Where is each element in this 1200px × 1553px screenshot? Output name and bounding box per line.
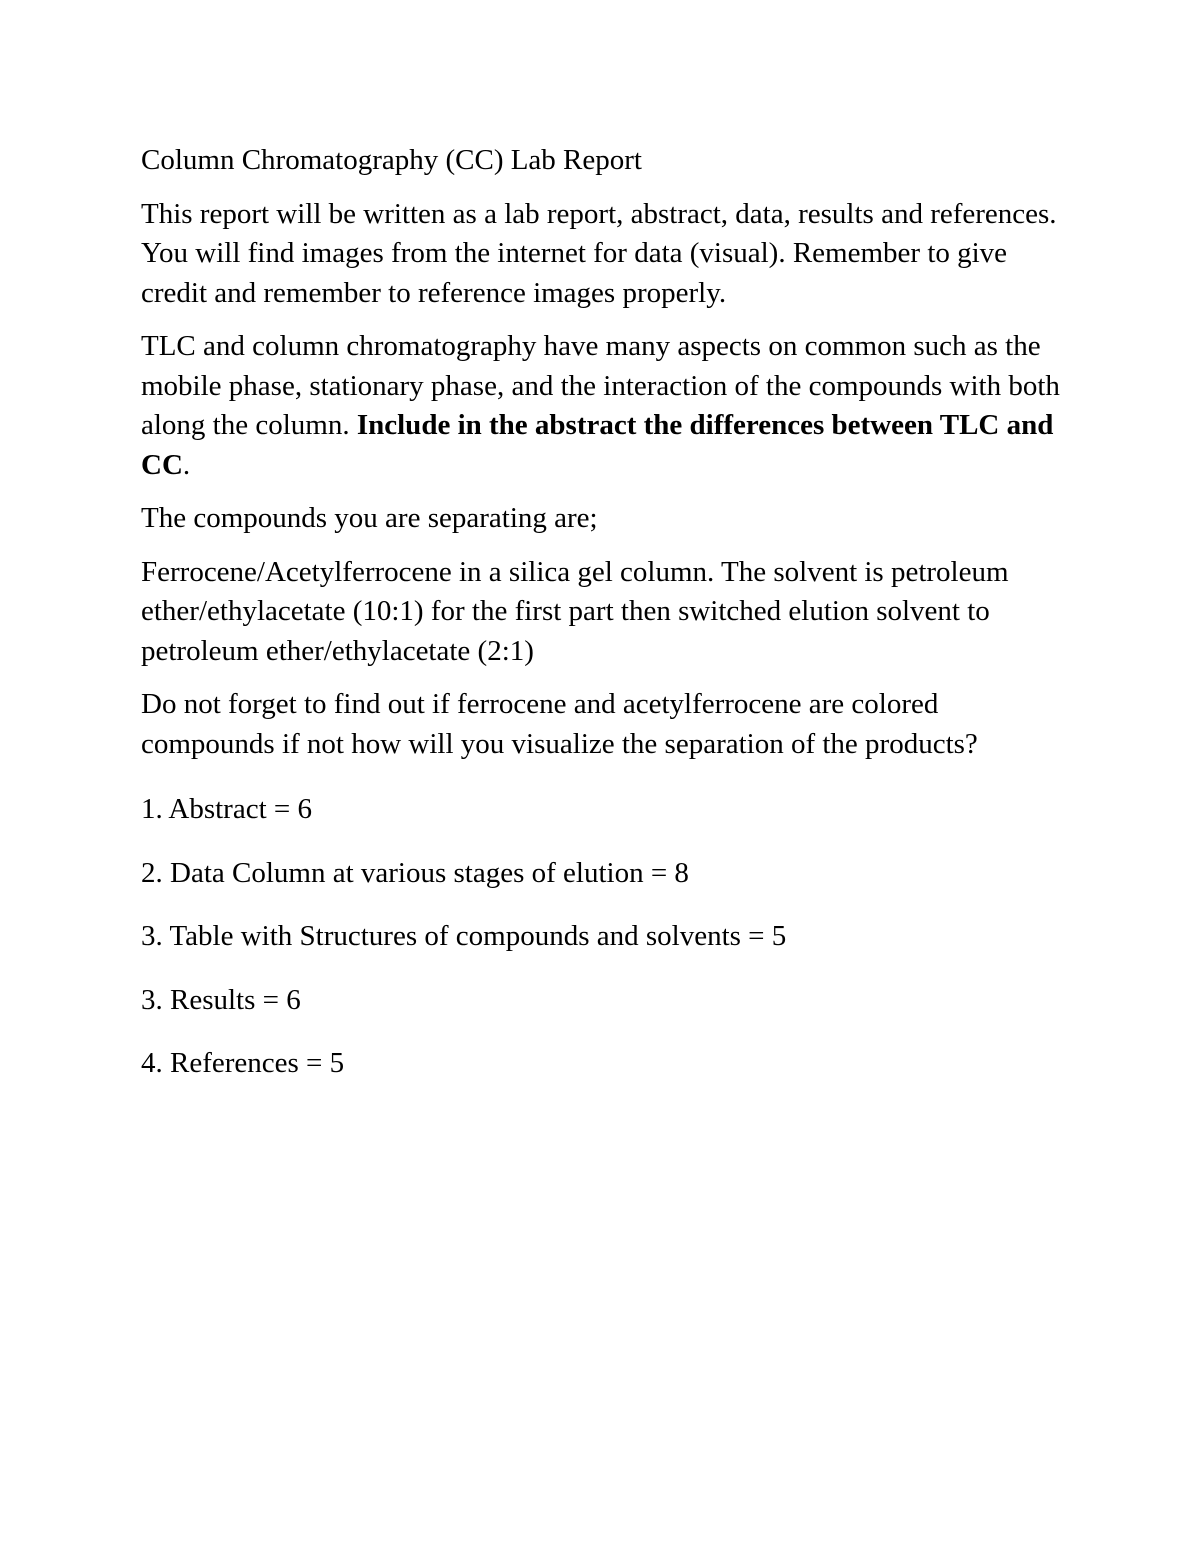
rubric-item: 3. Results = 6 — [141, 983, 301, 1016]
document-title: Column Chromatography (CC) Lab Report — [141, 144, 642, 176]
visualization-paragraph: Do not forget to find out if ferrocene and acetylferrocene are colored compounds if not how will you visualize the separation of the products? — [141, 688, 978, 760]
grading-rubric — [141, 790, 1071, 1084]
document-body — [141, 141, 1071, 1108]
compounds-intro: The compounds you are separating are; — [141, 502, 598, 534]
rubric-item: 4. References = 5 — [141, 1047, 345, 1079]
rubric-item: 3. Table with Structures of compounds and solvents = 5 — [141, 920, 787, 952]
tlc-paragraph-text: TLC and column chromatography have many aspects on common such as the mobile phase, stationary phase, and the interaction of the compounds with both along the column. — [141, 330, 1060, 441]
abstract-instruction: Include in the abstract the differences between TLC and CC — [141, 409, 1054, 481]
tlc-paragraph — [141, 327, 1071, 485]
rubric-item: 1. Abstract = 6 — [141, 793, 312, 825]
tlc-paragraph-period: . — [182, 448, 191, 481]
intro-paragraph: This report will be written as a lab report, abstract, data, results and references. You will find images from the internet for data (visual). Remember to give credit and remember to reference images properly. — [141, 197, 1057, 309]
compounds-paragraph: Ferrocene/Acetylferrocene in a silica gel column. The solvent is petroleum ether/ethylacetate (10:1) for the first part then switched elution solvent to petroleum ether/ethylacetate (2:1) — [141, 555, 1009, 667]
rubric-item: 2. Data Column at various stages of elution = 8 — [141, 856, 689, 889]
